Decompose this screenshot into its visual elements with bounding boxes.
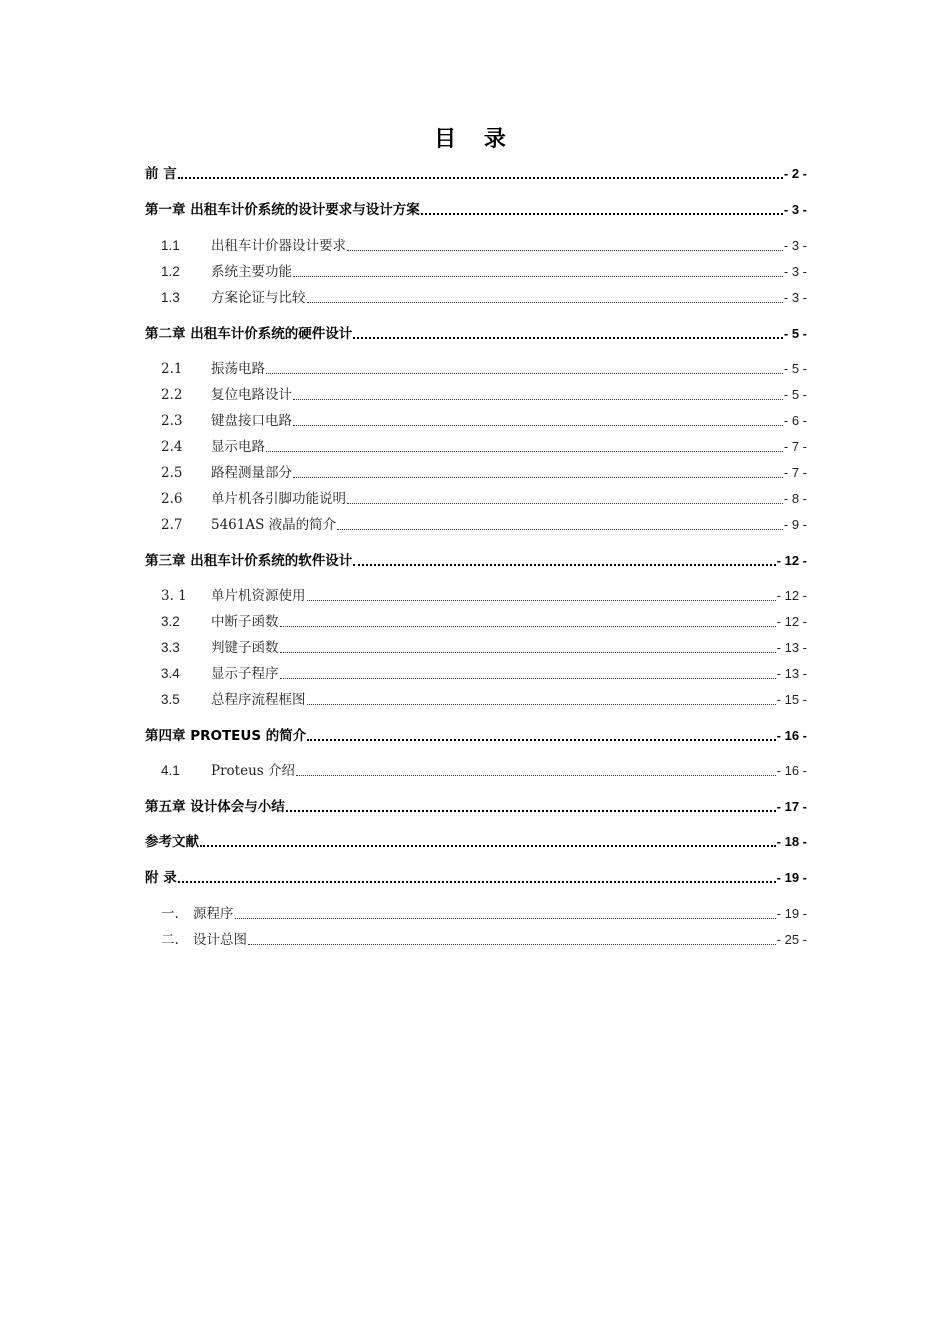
dot-leader bbox=[248, 942, 776, 945]
toc-entry-number: 1.2 bbox=[161, 264, 180, 279]
dot-leader bbox=[307, 702, 776, 705]
toc-entry-number: 2.6 bbox=[161, 491, 183, 507]
toc-entry-page: - 3 - bbox=[783, 290, 807, 305]
dot-leader bbox=[307, 300, 783, 303]
toc-entry-section-3-3[interactable] bbox=[145, 636, 807, 658]
toc-entry-page: - 16 - bbox=[776, 728, 807, 743]
toc-entry-number: 2.3 bbox=[161, 413, 183, 429]
dot-leader bbox=[280, 650, 776, 653]
dot-leader bbox=[266, 371, 783, 374]
toc-entry-label: 键盘接口电路 bbox=[211, 413, 292, 429]
toc-entry-appendix[interactable] bbox=[145, 866, 807, 888]
toc-entry-page: - 3 - bbox=[783, 238, 807, 253]
toc-entry-label: 显示电路 bbox=[211, 439, 265, 455]
toc-entry-number: 2.4 bbox=[161, 439, 183, 455]
toc-entry-page: - 13 - bbox=[776, 640, 807, 655]
toc-entry-section-1-3[interactable] bbox=[145, 286, 807, 308]
toc-entry-label: 系统主要功能 bbox=[211, 264, 292, 280]
toc-entry-page: - 3 - bbox=[783, 202, 807, 217]
toc-entry-section-2-1[interactable] bbox=[145, 357, 807, 379]
toc-entry-page: - 15 - bbox=[776, 692, 807, 707]
dot-leader bbox=[280, 624, 776, 627]
toc-entry-label: 单片机资源使用 bbox=[211, 588, 306, 604]
toc-entry-page: - 19 - bbox=[776, 870, 807, 885]
toc-entry-page: - 8 - bbox=[783, 491, 807, 506]
dot-leader bbox=[337, 527, 783, 530]
toc-entry-page: - 6 - bbox=[783, 413, 807, 428]
dot-leader bbox=[178, 879, 776, 883]
toc-entry-section-2-7[interactable] bbox=[145, 513, 807, 535]
dot-leader bbox=[307, 737, 775, 741]
dot-leader bbox=[293, 475, 783, 478]
toc-entry-page: - 7 - bbox=[783, 465, 807, 480]
dot-leader bbox=[293, 397, 783, 400]
toc-entry-references[interactable] bbox=[145, 830, 807, 852]
toc-entry-label: 第五章 设计体会与小结 bbox=[145, 799, 285, 815]
toc-entry-label: 出租车计价器设计要求 bbox=[211, 238, 346, 254]
toc-entry-appendix-2[interactable] bbox=[145, 928, 807, 950]
toc-entry-page: - 12 - bbox=[776, 588, 807, 603]
toc-entry-label: 路程测量部分 bbox=[211, 465, 292, 481]
toc-entry-section-1-2[interactable] bbox=[145, 260, 807, 282]
toc-entry-section-1-1[interactable] bbox=[145, 234, 807, 256]
toc-entry-preface[interactable] bbox=[145, 162, 807, 184]
toc-entry-section-2-6[interactable] bbox=[145, 487, 807, 509]
dot-leader bbox=[266, 449, 783, 452]
toc-entry-appendix-1[interactable] bbox=[145, 902, 807, 924]
dot-leader bbox=[353, 562, 775, 566]
toc-entry-label: 第二章 出租车计价系统的硬件设计 bbox=[145, 326, 353, 342]
dot-leader bbox=[178, 175, 783, 179]
toc-entry-page: - 2 - bbox=[783, 166, 807, 181]
toc-entry-section-2-5[interactable] bbox=[145, 461, 807, 483]
toc-entry-label: 5461AS 液晶的简介 bbox=[211, 517, 337, 533]
toc-entry-label: 前 言 bbox=[145, 166, 177, 182]
toc-entry-page: - 12 - bbox=[776, 553, 807, 568]
dot-leader bbox=[307, 598, 776, 601]
toc-entry-page: - 13 - bbox=[776, 666, 807, 681]
dot-leader bbox=[286, 808, 776, 812]
toc-entry-page: - 19 - bbox=[776, 906, 807, 921]
dot-leader bbox=[293, 274, 783, 277]
toc-entry-label: Proteus 介绍 bbox=[211, 763, 295, 779]
toc-entry-number: 3.3 bbox=[161, 640, 180, 655]
toc-entry-page: - 25 - bbox=[776, 932, 807, 947]
toc-entry-label: 第三章 出租车计价系统的软件设计 bbox=[145, 553, 353, 569]
toc-entry-chapter-5[interactable] bbox=[145, 795, 807, 817]
toc-entry-section-3-4[interactable] bbox=[145, 662, 807, 684]
toc-entry-number: 1.1 bbox=[161, 238, 180, 253]
toc-entry-page: - 7 - bbox=[783, 439, 807, 454]
toc-entry-number: 二. bbox=[161, 932, 179, 948]
dot-leader bbox=[293, 423, 783, 426]
dot-leader bbox=[235, 916, 776, 919]
toc-entry-page: - 5 - bbox=[783, 326, 807, 341]
toc-entry-page: - 5 - bbox=[783, 361, 807, 376]
toc-entry-number: 3.4 bbox=[161, 666, 180, 681]
dot-leader bbox=[347, 248, 783, 251]
toc-entry-number: 2.5 bbox=[161, 465, 183, 481]
toc-entry-page: - 9 - bbox=[783, 517, 807, 532]
toc-entry-section-3-5[interactable] bbox=[145, 688, 807, 710]
toc-entry-label: 判键子函数 bbox=[211, 640, 279, 656]
toc-entry-page: - 5 - bbox=[783, 387, 807, 402]
dot-leader bbox=[421, 211, 783, 215]
toc-entry-label: 方案论证与比较 bbox=[211, 290, 306, 306]
toc-entry-section-3-2[interactable] bbox=[145, 610, 807, 632]
dot-leader bbox=[296, 773, 776, 776]
toc-entry-section-4-1[interactable] bbox=[145, 759, 807, 781]
toc-entry-label: 源程序 bbox=[193, 906, 234, 922]
toc-entry-section-2-4[interactable] bbox=[145, 435, 807, 457]
toc-entry-number: 3. 1 bbox=[161, 588, 187, 604]
toc-entry-chapter-2[interactable] bbox=[145, 322, 807, 344]
toc-entry-page: - 3 - bbox=[783, 264, 807, 279]
toc-entry-label: 复位电路设计 bbox=[211, 387, 292, 403]
toc-entry-label: 参考文献 bbox=[145, 834, 199, 850]
toc-entry-number: 4.1 bbox=[161, 763, 180, 778]
toc-entry-chapter-3[interactable] bbox=[145, 549, 807, 571]
toc-entry-number: 2.1 bbox=[161, 361, 183, 377]
toc-entry-number: 3.2 bbox=[161, 614, 180, 629]
toc-entry-section-3-1[interactable] bbox=[145, 584, 807, 606]
toc-entry-number: 2.2 bbox=[161, 387, 183, 403]
toc-entry-number: 一. bbox=[161, 906, 179, 922]
toc-entry-label: 单片机各引脚功能说明 bbox=[211, 491, 346, 507]
toc-entry-chapter-4[interactable] bbox=[145, 724, 807, 746]
toc-entry-page: - 17 - bbox=[776, 799, 807, 814]
toc-entry-page: - 16 - bbox=[776, 763, 807, 778]
toc-entry-label: 设计总图 bbox=[193, 932, 247, 948]
toc-entry-label: 第一章 出租车计价系统的设计要求与设计方案 bbox=[145, 202, 420, 218]
toc-entry-number: 1.3 bbox=[161, 290, 180, 305]
toc-entry-number: 2.7 bbox=[161, 517, 183, 533]
toc-entry-label: 振荡电路 bbox=[211, 361, 265, 377]
toc-entry-number: 3.5 bbox=[161, 692, 180, 707]
dot-leader bbox=[280, 676, 776, 679]
toc-entry-label: 显示子程序 bbox=[211, 666, 279, 682]
toc-entry-section-2-3[interactable] bbox=[145, 409, 807, 431]
toc-entry-label: 附 录 bbox=[145, 870, 177, 886]
toc-title: 目 录 bbox=[434, 127, 516, 152]
dot-leader bbox=[353, 335, 783, 339]
toc-entry-page: - 12 - bbox=[776, 614, 807, 629]
toc-entry-label: 中断子函数 bbox=[211, 614, 279, 630]
toc-entry-label: 总程序流程框图 bbox=[211, 692, 306, 708]
toc-entry-section-2-2[interactable] bbox=[145, 383, 807, 405]
toc-entry-label: 第四章 PROTEUS 的简介 bbox=[145, 728, 307, 744]
dot-leader bbox=[347, 501, 783, 504]
toc-entry-chapter-1[interactable] bbox=[145, 198, 807, 220]
dot-leader bbox=[200, 843, 776, 847]
toc-entry-page: - 18 - bbox=[776, 834, 807, 849]
